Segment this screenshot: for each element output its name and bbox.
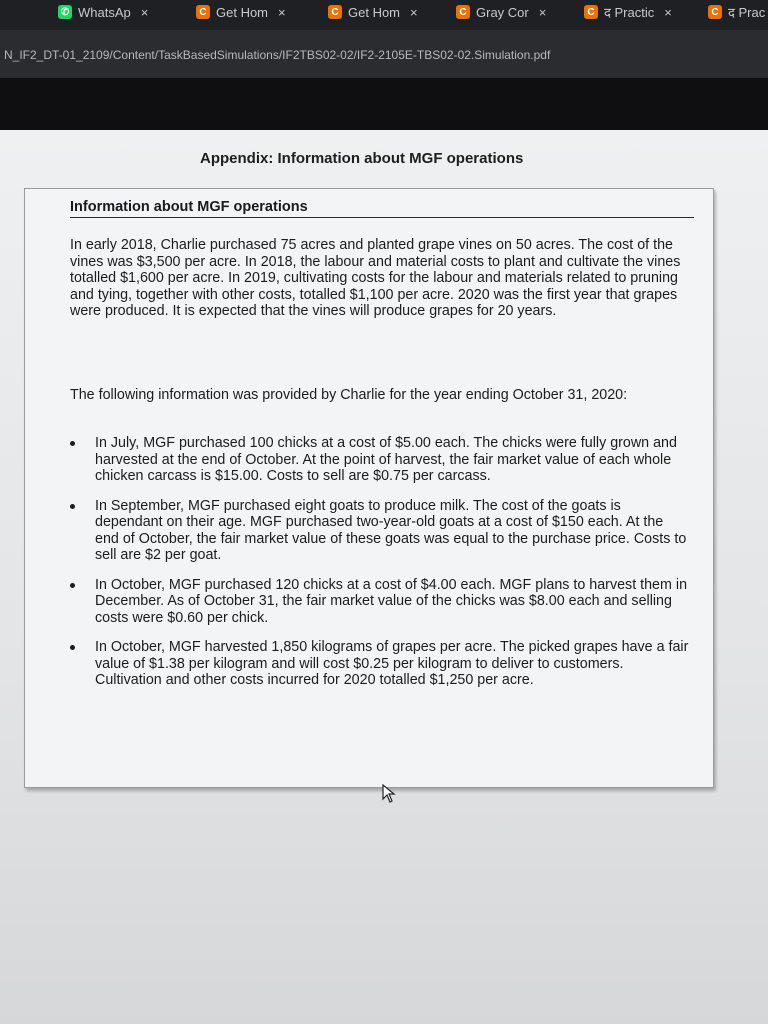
close-icon[interactable]: × xyxy=(278,4,286,20)
tab-label: द Practic xyxy=(604,5,655,20)
whatsapp-icon: ✆ xyxy=(58,5,72,19)
bullet-icon xyxy=(70,583,75,588)
tab-get-home-1[interactable] xyxy=(196,0,286,24)
tab-practice-2[interactable] xyxy=(708,0,765,24)
tab-label: Gray Cor xyxy=(476,4,529,20)
bullet-list xyxy=(70,435,690,702)
mouse-cursor-icon xyxy=(382,784,398,804)
tab-label: WhatsAp xyxy=(78,4,131,20)
paragraph-intro: In early 2018, Charlie purchased 75 acres and planted grape vines on 50 acres. The cost of the vines was $3,500 per acre. In 2018, the labour and material costs to plant and cultivate the vines totalled $1,600 per acre. In 2019, cultivating costs for the labour and materials related to pruning and tying, together with other costs, totalled $1,100 per acre. 2020 was the first year that grapes were produced. It is expected that the vines will produce grapes for 20 years. xyxy=(70,237,681,319)
chegg-icon: C xyxy=(584,5,598,19)
list-item: In October, MGF harvested 1,850 kilograms of grapes per acre. The picked grapes have a fair value of $1.38 per kilogram and will cost $0.25 per kilogram to deliver to customers. Cultivation and other costs incurred for 2020 totalled $1,250 per acre. xyxy=(70,639,690,689)
tab-bar xyxy=(0,0,768,30)
bullet-icon xyxy=(70,645,75,650)
box-heading: Information about MGF operations xyxy=(70,199,694,218)
bullet-icon xyxy=(70,441,75,446)
address-bar[interactable] xyxy=(0,30,768,78)
paragraph-following: The following information was provided by Charlie for the year ending October 31, 2020: xyxy=(70,387,628,403)
info-box xyxy=(24,188,714,788)
list-item: In July, MGF purchased 100 chicks at a cost of $5.00 each. The chicks were fully grown and harvested at the end of October. At the point of harvest, the fair market value of each whole chicken carcass is $15.00. Costs to sell are $0.75 per carcass. xyxy=(70,435,690,485)
chegg-icon: C xyxy=(328,5,342,19)
tab-gray-cor[interactable] xyxy=(456,0,546,24)
tab-label: द Prac xyxy=(728,5,766,20)
close-icon[interactable]: × xyxy=(664,4,672,20)
page-title: Appendix: Information about MGF operations xyxy=(200,150,524,167)
chegg-icon: C xyxy=(196,5,210,19)
tab-practice-1[interactable] xyxy=(584,0,672,24)
close-icon[interactable]: × xyxy=(140,4,149,20)
tab-label: Get Hom xyxy=(348,4,401,20)
bullet-icon xyxy=(70,504,75,509)
chegg-icon: C xyxy=(456,5,470,19)
list-item: In October, MGF purchased 120 chicks at a cost of $4.00 each. MGF plans to harvest them in December. As of October 31, the fair market value of the chicks was $8.00 each and selling costs were $0.60 per chick. xyxy=(70,577,690,627)
pdf-toolbar xyxy=(0,78,768,130)
chegg-icon: C xyxy=(708,5,722,19)
tab-get-home-2[interactable] xyxy=(328,0,418,24)
pdf-page xyxy=(0,130,768,1024)
tab-whatsapp[interactable] xyxy=(58,0,148,24)
tab-label: Get Hom xyxy=(216,4,269,20)
close-icon[interactable]: × xyxy=(538,4,547,20)
list-item: In September, MGF purchased eight goats to produce milk. The cost of the goats is dependant on their age. MGF purchased two-year-old goats at a cost of $150 each. At the end of October, the fair market value of these goats was equal to the purchase price. Costs to sell are $2 per goat. xyxy=(70,498,690,564)
close-icon[interactable]: × xyxy=(410,4,418,20)
url-text[interactable]: N_IF2_DT-01_2109/Content/TaskBasedSimulations/IF2TBS02-02/IF2-2105E-TBS02-02.Simulation.pdf xyxy=(4,48,551,62)
